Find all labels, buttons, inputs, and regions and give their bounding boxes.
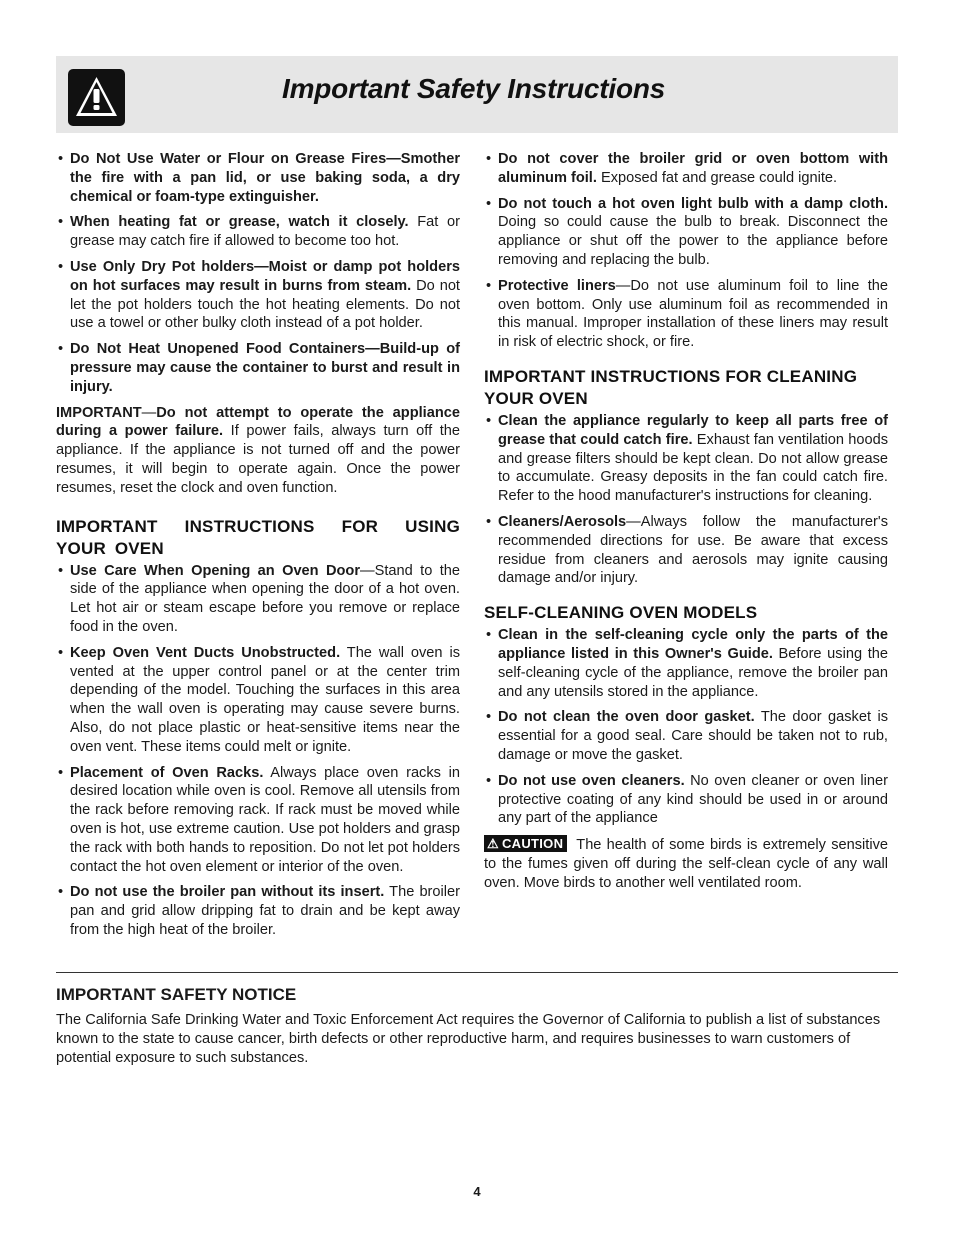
caution-triangle-icon: ⚠: [487, 836, 499, 852]
warning-exclamation-icon: [68, 69, 125, 126]
bullet-item: [56, 258, 460, 333]
page-number: 4: [473, 1184, 481, 1199]
caution-badge: [484, 835, 567, 852]
bullet-item: [484, 412, 888, 506]
cleaning-bullet-list: [484, 412, 888, 588]
bullet-text: Exhaust fan ventilation hoods and grease filters should be kept clean. Do not allow grease to accumulate. Greasy deposits in the fan could catch fire. Refer to the hood manufacturer's instructions for cleaning.: [498, 431, 888, 505]
bullet-text: —Always follow the manufacturer's recommended directions for use. Be aware that excess residue from cleaners and aerosols may ignite causing damage and/or injury.: [498, 513, 888, 587]
bullet-text: The door gasket is essential for a good seal. Care should be taken not to rub, damage or move the gasket.: [498, 709, 888, 763]
page-title: Important Safety Instructions: [282, 73, 666, 104]
right-column: [484, 150, 888, 893]
bullet-bold-text: Use Only Dry Pot holders—Moist or damp pot holders on hot surfaces may result in burns from steam.: [70, 258, 460, 294]
bullet-text: Fat or grease may catch fire if allowed to become too hot.: [70, 214, 460, 250]
bullet-bold-text: Keep Oven Vent Ducts Unobstructed.: [70, 644, 341, 661]
using-oven-bullet-list: [56, 562, 460, 940]
bullet-bold-text: Do not cover the broiler grid or oven bottom with aluminum foil.: [498, 151, 888, 186]
bullet-bold-text: Protective liners: [498, 277, 616, 294]
bullet-text: Do not let the pot holders touch the hot heating elements. Do not use a towel or other bulky cloth instead of a pot holder.: [70, 277, 460, 332]
intro-bullet-list: [56, 150, 460, 397]
bullet-item: [56, 562, 460, 637]
bullet-item: [484, 513, 888, 588]
safety-notice-heading: IMPORTANT SAFETY NOTICE: [56, 985, 297, 1004]
bullet-item: [56, 764, 460, 877]
bullet-bold-text: Do not use the broiler pan without its insert.: [70, 884, 385, 901]
bullet-bold-text: Do not touch a hot oven light bulb with a damp cloth.: [498, 195, 888, 212]
bullet-text: The wall oven is vented at the upper control panel or at the center trim depending of the model. Touching the surfaces in this area when the wall oven is operating may cause severe burns. Also, do not place plastic or heat-sensitive items near the oven vent. These items could melt or ignite.: [70, 644, 460, 755]
bullet-item: [56, 644, 460, 757]
caution-text: The health of some birds is extremely sensitive to the fumes given off during the self-clean cycle of any wall oven. Move birds to another well ventilated room.: [484, 837, 888, 891]
important-text: If power fails, always turn off the appliance. If the appliance is not turned off and the power resumes, it will begin to operate again. Once the power resumes, reset the clock and oven function.: [56, 423, 460, 496]
using-oven-heading: IMPORTANT INSTRUCTIONS FOR USING YOUR OVEN: [56, 516, 460, 558]
bullet-item: [484, 626, 888, 701]
bullet-item: [484, 772, 888, 828]
bullet-text: Doing so could cause the bulb to break. Disconnect the appliance or shut off the power to the appliance before removing and replacing the bulb.: [498, 214, 888, 268]
bullet-item: [56, 150, 460, 206]
important-dash: —: [141, 404, 157, 421]
bullet-item: [484, 708, 888, 764]
important-power-failure-paragraph: [56, 404, 460, 498]
important-lead: IMPORTANT: [56, 404, 142, 421]
bullet-text: Always place oven racks in desired location while oven is cool. Remove all utensils from the rack before removing rack. If rack must be moved while oven is hot, use extreme caution. Use pot holders and grasp the rack with both hands to reposition. Do not let pot holders contact the hot oven element or interior of the oven.: [70, 764, 460, 875]
bullet-item: [484, 195, 888, 270]
bullet-bold-text: Clean the appliance regularly to keep all parts free of grease that could catch fire.: [498, 412, 888, 448]
self-cleaning-heading: SELF-CLEANING OVEN MODELS: [484, 603, 758, 623]
bullet-text: Before using the self-cleaning cycle of the appliance, remove the broiler pan and any utensils stored in the appliance.: [498, 645, 888, 700]
bullet-item: [56, 340, 460, 396]
bullet-bold-text: Do Not Heat Unopened Food Containers—Build-up of pressure may cause the container to burst and result in injury.: [70, 341, 460, 395]
bullet-item: [484, 150, 888, 188]
bullet-item: [56, 883, 460, 939]
left-column: [56, 150, 460, 947]
safety-notice: [56, 984, 898, 1068]
important-bold: Do not attempt to operate the appliance during a power failure.: [56, 404, 460, 440]
bullet-text: Exposed fat and grease could ignite.: [596, 169, 838, 186]
bullet-bold-text: Do not use oven cleaners.: [498, 772, 685, 789]
bullet-bold-text: When heating fat or grease, watch it closely.: [70, 214, 409, 231]
bullet-bold-text: Use Care When Opening an Oven Door: [70, 562, 361, 579]
bullet-bold-text: Do Not Use Water or Flour on Grease Fires—Smother the fire with a pan lid, or use baking soda, a dry chemical or foam-type extinguisher.: [70, 151, 460, 205]
bullet-bold-text: Cleaners/Aerosols: [498, 513, 627, 530]
bullet-text: The broiler pan and grid allow dripping fat to drain and be kept away from the high heat of the broiler.: [70, 884, 460, 938]
bullet-bold-text: Placement of Oven Racks.: [70, 764, 264, 781]
caution-badge-label: CAUTION: [501, 836, 564, 852]
bullet-bold-text: Do not clean the oven door gasket.: [498, 709, 755, 726]
bullet-item: [56, 213, 460, 251]
bullet-item: [484, 277, 888, 352]
self-cleaning-bullet-list: [484, 626, 888, 828]
header-band: [56, 56, 898, 133]
bullet-text: —Do not use aluminum foil to line the oven bottom. Only use aluminum foil as recommended in this manual. Improper installation of these liners may result in risk of electric shock, or fire.: [498, 277, 888, 351]
caution-paragraph: [484, 835, 888, 892]
safety-notice-body: The California Safe Drinking Water and Toxic Enforcement Act requires the Governor of California to publish a list of substances known to the state to cause cancer, birth defects or other reproductive harm, and requires businesses to warn customers of potential exposure to such substances.: [56, 1012, 881, 1066]
bullet-text: No oven cleaner or oven liner protective coating of any kind should be used in or around any part of the appliance: [498, 772, 888, 827]
section-divider: [56, 972, 898, 973]
bullet-bold-text: Clean in the self-cleaning cycle only the parts of the appliance listed in this Owner's Guide.: [498, 627, 888, 662]
cleaning-oven-heading: IMPORTANT INSTRUCTIONS FOR CLEANING YOUR OVEN: [484, 366, 858, 408]
top-bullet-list: [484, 150, 888, 352]
bullet-text: —Stand to the side of the appliance when opening the door of a hot oven. Let hot air or steam escape before you remove or replace food in the oven.: [70, 562, 460, 635]
